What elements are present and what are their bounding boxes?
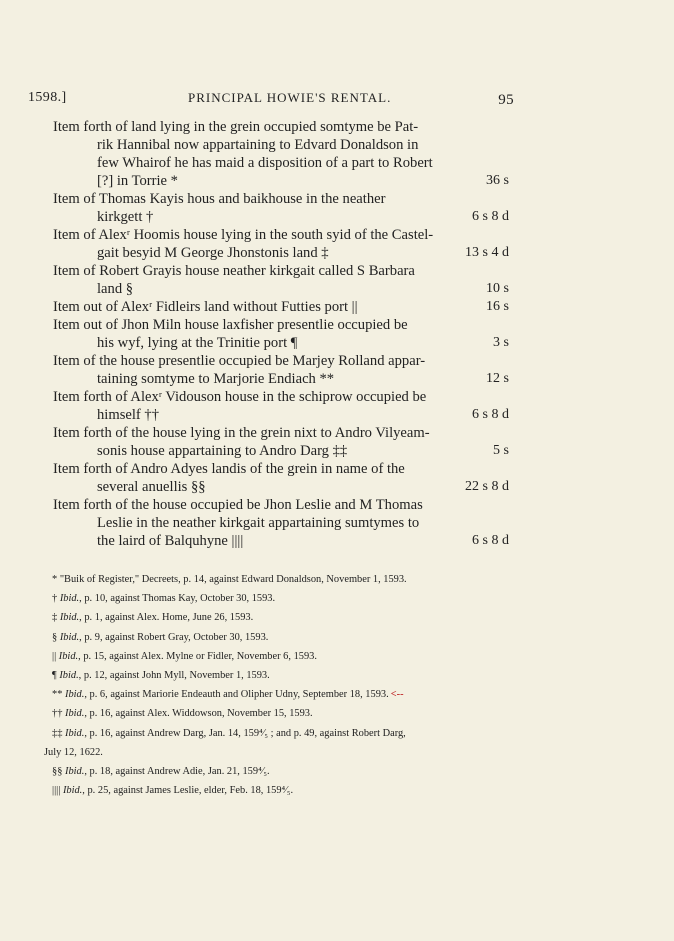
entry-line <box>53 208 509 226</box>
footnote-ibid: Ibid. <box>65 689 85 701</box>
entry-amount: 16 s <box>486 299 509 314</box>
footnote-text: "Buik of Register," Decreets, p. 14, against Edward Donaldson, November 1, 1593. <box>59 574 407 585</box>
entry-amount: 3 s <box>493 335 509 350</box>
entry-line <box>53 406 509 424</box>
footnote-ibid: Ibid. <box>65 727 85 739</box>
entry-line <box>53 370 509 388</box>
footnote <box>52 781 512 800</box>
entry-amount: 13 s 4 d <box>465 245 509 260</box>
entry-text: Item of Alexʳ Hoomis house lying in the south syid of the Castel- <box>53 227 434 243</box>
entry-text: kirkgett † <box>97 209 154 225</box>
entry-text: Item out of Jhon Miln house laxfisher presentlie occupied be <box>53 317 408 333</box>
entry-line <box>53 136 509 154</box>
handwritten-arrow-annotation: <-- <box>390 689 404 701</box>
entry-text: Item out of Alexʳ Fidleirs land without Futties port || <box>53 299 358 315</box>
entry-line <box>53 154 509 172</box>
footnotes <box>44 570 512 800</box>
footnote-mark: ¶ <box>52 670 57 682</box>
entry-amount: 10 s <box>486 281 509 296</box>
entry-text: Leslie in the neather kirkgait appartaining sumtymes to <box>97 515 420 531</box>
footnote-text: , p. 6, against Mariorie Endeauth and Olipher Udny, September 18, 1593. <box>84 689 389 701</box>
footnote-mark: §§ <box>52 766 63 778</box>
entry-text: his wyf, lying at the Trinitie port ¶ <box>97 335 298 351</box>
footnote <box>52 570 512 589</box>
entry-line <box>53 280 509 298</box>
entry-line <box>53 442 509 460</box>
footnote-ibid: Ibid. <box>59 612 80 624</box>
footnote-text: , p. 1, against Alex. Home, June 26, 1593. <box>79 612 254 624</box>
footnote-ibid: Ibid. <box>59 670 79 682</box>
entry-text: Item of the house presentlie occupied be Marjey Rolland appar- <box>53 353 426 369</box>
entry-line <box>53 226 509 244</box>
entry-amount: 6 s 8 d <box>472 209 509 224</box>
footnote-ibid: Ibid. <box>65 708 85 720</box>
footnote <box>52 628 512 647</box>
entry-text: Item forth of the house lying in the grein nixt to Andro Vilyeam- <box>53 425 430 441</box>
footnote-mark: ‡ <box>52 612 58 624</box>
entry-amount: 22 s 8 d <box>465 479 509 494</box>
footnote-text: , p. 25, against James Leslie, elder, Feb. 18, 159⁴⁄₅. <box>82 785 294 797</box>
entry-line <box>53 118 509 136</box>
footnote-mark: † <box>52 593 58 605</box>
footnote-text: , p. 15, against Alex. Mylne or Fidler, November 6, 1593. <box>78 650 317 662</box>
footnote-text: , p. 18, against Andrew Adie, Jan. 21, 159⁴⁄₅. <box>84 766 270 778</box>
entry-text: [?] in Torrie * <box>97 173 178 189</box>
entry-line <box>53 424 509 442</box>
footnote-text: , p. 16, against Alex. Widdowson, November 15, 1593. <box>84 708 313 720</box>
entry-amount: 36 s <box>486 173 509 188</box>
footnote <box>52 666 512 685</box>
entry-text: taining somtyme to Marjorie Endiach ** <box>97 371 335 387</box>
footnote <box>52 762 512 781</box>
entry-line <box>53 532 509 550</box>
entry-line <box>53 244 509 262</box>
footnote-mark: § <box>52 631 58 643</box>
entry-line <box>53 478 509 496</box>
footnote <box>52 704 512 723</box>
footnote <box>52 589 512 608</box>
entry-text: land § <box>97 281 134 297</box>
entry-text: sonis house appartaining to Andro Darg ‡‡ <box>97 443 348 459</box>
entry-line <box>53 190 509 208</box>
entry-text: Item forth of Andro Adyes landis of the grein in name of the <box>53 461 405 477</box>
entry-line <box>53 460 509 478</box>
footnote-text: , p. 9, against Robert Gray, October 30, 1593. <box>79 631 269 643</box>
entry-text: several anuellis §§ <box>97 479 206 495</box>
entry-line <box>53 298 509 316</box>
entry-amount: 6 s 8 d <box>472 407 509 422</box>
entry-amount: 6 s 8 d <box>472 533 509 548</box>
entry-text: himself †† <box>97 407 160 423</box>
entry-text: Item forth of land lying in the grein occupied somtyme be Pat- <box>53 119 419 135</box>
entry-text: rik Hannibal now appartaining to Edvard Donaldson in <box>97 137 419 153</box>
entry-amount: 12 s <box>486 371 509 386</box>
entry-line <box>53 334 509 352</box>
footnote-mark: || <box>52 650 57 662</box>
page-number: 95 <box>498 92 514 108</box>
entry-text: few Whairof he has maid a disposition of a part to Robert <box>97 155 433 171</box>
footnote <box>52 608 512 627</box>
entry-text: the laird of Balquhyne |||| <box>97 533 244 549</box>
footnote-ibid: Ibid. <box>58 650 79 662</box>
footnote-mark: ** <box>52 689 63 701</box>
header-title: PRINCIPAL HOWIE'S RENTAL. <box>188 90 392 105</box>
footnote-mark: †† <box>52 708 63 720</box>
footnote-ibid: Ibid. <box>62 785 83 797</box>
footnote-ibid: Ibid. <box>65 766 85 778</box>
footnote <box>52 685 512 704</box>
footnote-text: , p. 16, against Andrew Darg, Jan. 14, 159⁴⁄₅ ; and p. 49, against Robert Darg, <box>84 727 406 739</box>
header-year: 1598.] <box>28 90 67 105</box>
footnote-mark: ‡‡ <box>52 727 63 739</box>
footnote-continuation: July 12, 1622. <box>44 746 103 758</box>
footnote <box>52 724 512 743</box>
footnote <box>52 647 512 666</box>
footnote-ibid: Ibid. <box>59 593 80 605</box>
entry-line <box>53 262 509 280</box>
entry-text: Item forth of Alexʳ Vidouson house in the schiprow occupied be <box>53 389 427 405</box>
entry-line <box>53 352 509 370</box>
entry-text: Item of Thomas Kayis hous and baikhouse in the neather <box>53 191 386 207</box>
footnote-ibid: Ibid. <box>59 631 80 643</box>
entry-text: gait besyid M George Jhonstonis land ‡ <box>97 245 329 261</box>
entry-line <box>53 496 509 514</box>
rental-entries <box>53 118 509 550</box>
entry-line <box>53 172 509 190</box>
entry-text: Item of Robert Grayis house neather kirkgait called S Barbara <box>53 263 415 279</box>
entry-text: Item forth of the house occupied be Jhon Leslie and M Thomas <box>53 497 423 513</box>
footnote-text: , p. 10, against Thomas Kay, October 30, 1593. <box>79 593 276 605</box>
footnote-mark: |||| <box>52 785 61 797</box>
entry-line <box>53 514 509 532</box>
footnote-text: , p. 12, against John Myll, November 1, 1593. <box>78 670 270 682</box>
entry-line <box>53 316 509 334</box>
entry-line <box>53 388 509 406</box>
entry-amount: 5 s <box>493 443 509 458</box>
running-header <box>28 88 514 110</box>
footnote-mark: * <box>52 574 58 585</box>
